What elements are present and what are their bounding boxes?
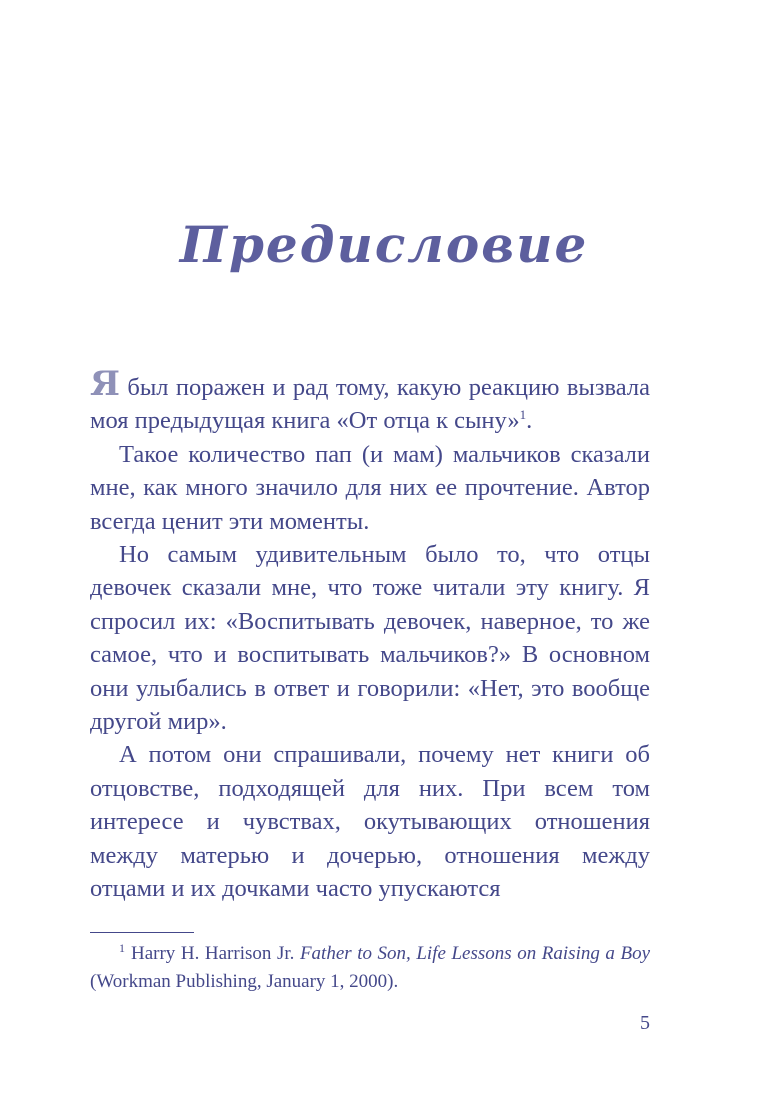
paragraph-2: Такое количество пап (и мам) мальчиков сказали мне, как много значило для них ее прочтение. Автор всегда ценит эти моменты. <box>90 440 650 535</box>
footnote-number: 1 <box>119 940 125 955</box>
paragraph-1-end: . <box>526 407 533 435</box>
paragraph-4: А потом они спрашивали, почему нет книги об отцовстве, подходящей для них. При всем том интересе и чувствах, окутывающих отношения между матерью и дочерью, отношения между отцами и их дочками часто упускаются <box>90 741 650 903</box>
chapter-title: Предисловие <box>179 215 589 274</box>
footnote-author: Harry H. Harrison Jr. <box>131 943 295 964</box>
footnote-divider <box>90 932 194 933</box>
page-number: 5 <box>640 1012 650 1034</box>
drop-cap: Я <box>90 364 120 404</box>
footnote-reference[interactable]: 1 <box>519 407 527 423</box>
body-text <box>90 364 650 906</box>
footnote-publisher: (Workman Publishing, January 1, 2000). <box>90 971 399 992</box>
footnote <box>90 940 650 996</box>
footnote-book-title: Father to Son, Life Lessons on Raising a Boy <box>299 943 651 964</box>
paragraph-1-text: был поражен и рад тому, какую реакцию вызвала моя предыдущая книга «От отца к сыну» <box>90 374 650 435</box>
paragraph-3: Но самым удивительным было то, что отцы девочек сказали мне, что тоже читали эту книгу. Я спросил их: «Воспитывать девочек, наверное, то же самое, что и воспитывать мальчиков?» В основном они улыбались в ответ и говорили: «Нет, это вообще другой мир». <box>90 541 650 736</box>
paragraph-1 <box>90 364 650 438</box>
